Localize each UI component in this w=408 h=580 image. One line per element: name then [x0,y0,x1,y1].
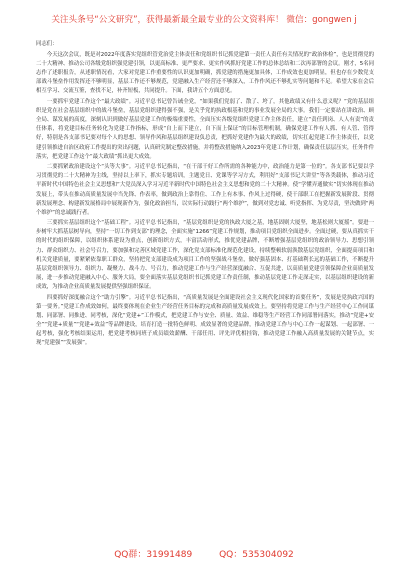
qq-text: QQ：535304092 [219,550,294,560]
document-body [36,40,374,540]
greeting: 同志们： [36,41,58,47]
paragraph-intro: 今天这次会议，既是对2022年度落实党组织管党治党主体责任和党组织书记抓党建第一责任人责任有关情况的“政治体检”，也是贯彻党的二十大精神、推动公司各级党组织强党建引领，以更高标准、更严要求、更实作风抓好党建工作的总体总结和二次再部署的会议。刚才，5名同志作了述职报告，从述职情况看，大家对党建工作重要性的认识更加明确，抓党建的措施更加具体，工作成效也更加明显，但也存在少数党支部战斗堡垒作用发挥还不够明显，基层工作还不够规范，党建融入生产经营还不够深入，工作作风还不够扎实等问题和不足。希望大家在会后相互学习、交流互鉴，查找不足，补齐短板，共同提升。下面，我讲五个方面意见。 [36,52,374,95]
top-promo-banner: 关注头条号“公文研究”，获得最新最全最专业的公文资料库！ 微信：gongwen j [51,15,357,25]
contact-footer [36,548,372,562]
paragraph-point-three: 三要抓实基层组织这个“基础工程”。习近平总书记指出，“基层党组织是党的执政大厦之基，地基固则大厦坚，地基松则大厦摇”。要进一步树牢大抓基层树导向，坚持“一切工作到支部”的理念，全面实施“1266”党建工作规划，推动项目党组织全面进步。全面过硬，要从真抓实干的时代的组织保障，以组织体系建设为重点，创新组织方式，丰富活动形式，推优党建品牌，不断增强基层党组织的政治领导力、思想引领力、群众组织力、社会号召力，要加强和完善区域党建工作，深化党支部标准化规范化建设，持续整顿软弱涣散基层党组织，全面提高项目和机关党建质量，要紧紧依靠职工群众，坚持把党支部建设成为项目工作的坚强战斗堡垒，做好强基固本、打基础利长远的基础工作，不断提升基层党组织领导力、组织力、凝聚力、战斗力、号召力，推动党建工作与生产经营深度融合、互促共进，以高质量党建引领保障企业高质量发展，进一步推动党建融入中心、服务大局，要全面落实基层党组织书记抓党建工作责任制，推动基层党建工作走深走实，以基层组织建设的新成效，为推动企业高质量发展提供坚强组织保证。 [36,220,374,290]
paragraph-point-one: 一要抓牢党建工作这个“最大政绩”。习近平总书记曾告诫全党，“如果我们党弱了、散了、垮了，其他政绩又有什么意义呢？”党的基层组织是党在社会基层组织中的战斗堡垒，基层党组织建得强不强，是关乎党的执政根基和党的事业发展全局的大事。我们一定要站在讲政治、顾全局、谋发展的高度，深刻认识到做好基层党建工作的极端重要性，全面压实各级党组织党建工作主体责任，建立“责任到岗、人人有责”的责任体系，将党建目标任务转化为党建工作指标，形成“自上而下建立，自下而上保证”的目标管理机制，确保党建工作有人抓、有人管、管得好，特别是各支部书记要对每个人的思想、领导作风和基层组织建设负总责，把抓好党建作为最大的政绩，切实扛起党建工作主体责任，以党建引领推进自治区政府工作提出的突出问题，认真研究制定整改措施，并将整改措施纳入2023年党建工作计划，确保责任层层压实，任务件件落实，把党建工作这个“最大政绩”抓出更大成效。 [36,99,374,160]
qq-group-text: QQ群：31991489 [114,550,193,560]
paragraph-point-two: 二要抓紧政治建设这个“头等大事”。习近平总书记指出，“在干部干好工作所需的各种能力中，政治能力是第一位的”。各支部书记要以学习贯彻党的二十大精神为主线，坚持以上率下，抓实专题培训，主题党日、党课等学习方式，利用好“支部书记大讲堂”等各类载体，推动习近平新时代中国特色社会主义思想和“大党员深入学习习近平新时代中国特色社会主义思想和党的二十大精神。使“学懂弄通做实”切实体现在推动发展上，带头在推动高质量发展中当先锋、作表率，做到政治上靠得住、工作上有本事、作风上过得硬，使干部职工在把握新发展阶段、贯彻新发展理念、构建新发展格局中展现新作为，强化政治担当，以实际行动践行“两个维护”，做到对党忠诚、听党指挥、为党尽责，坚决做到“两个维护”的忠诚践行者。 [36,164,374,216]
paragraph-point-four: 四要抓好深度融合这个“助力引擎”。习近平总书记指出，“高质量发展是全面建设社会主义现代化国家的首要任务”，发展是党执政兴国的第一要务。”党建工作成效如何，最终要体现在企业生产经营任务目标的完成和高质量发展成效上。要坚持将党建工作与生产经营中心工作同谋划、同部署、同推进、同考核，深化“党建+”工作模式，把党建工作与安全、质量、效益、维稳等生产经营工作同部署同落实，推动“党建+安全”“党建+质量”“党建+效益”等品牌建设，培育打造一批特色鲜明、成效显著的党建品牌，推动党建工作与中心工作一起谋划、一起部署、一起考核，强化考核结果运用，把党建考核同班子成员绩效薪酬、干部任用、评先评优相挂钩，推动党建工作融入高质量发展的关键节点，实现“党建强”“发展强”。 [36,294,374,346]
